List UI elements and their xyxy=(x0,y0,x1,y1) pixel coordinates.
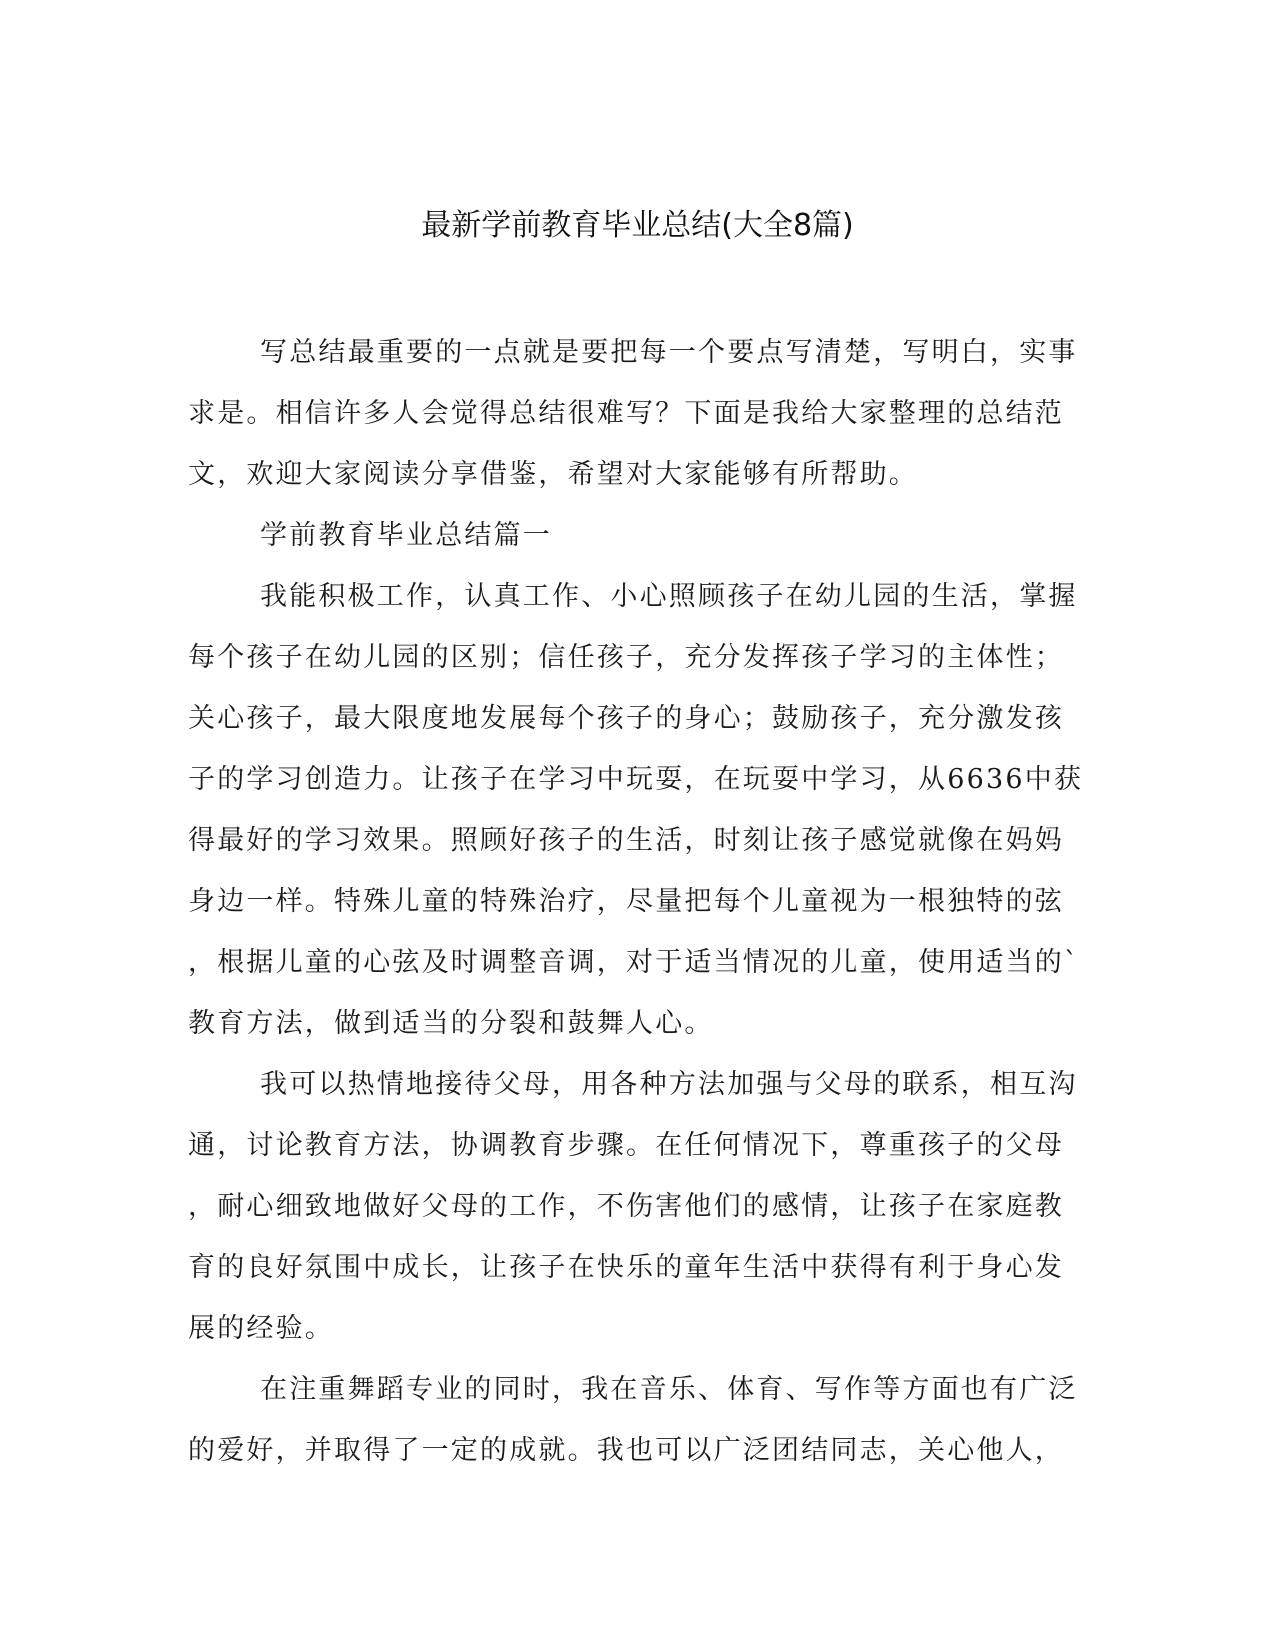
text-line: 求是。相信许多人会觉得总结很难写？下面是我给大家整理的总结范 xyxy=(188,398,1064,429)
text-line: 我可以热情地接待父母，用各种方法加强与父母的联系，相互沟 xyxy=(260,1069,1078,1100)
text-line: 育的良好氛围中成长，让孩子在快乐的童年生活中获得有利于身心发 xyxy=(188,1252,1064,1283)
text-line: 身边一样。特殊儿童的特殊治疗，尽量把每个儿童视为一根独特的弦 xyxy=(188,886,1064,917)
document-title: 最新学前教育毕业总结(大全8篇) xyxy=(421,208,854,243)
text-line: 写总结最重要的一点就是要把每一个要点写清楚，写明白，实事 xyxy=(260,337,1078,368)
text-line: 在注重舞蹈专业的同时，我在音乐、体育、写作等方面也有广泛 xyxy=(260,1374,1078,1405)
text-line: 通，讨论教育方法，协调教育步骤。在任何情况下，尊重孩子的父母 xyxy=(188,1130,1064,1161)
document-body xyxy=(188,322,1084,1481)
text-line: 的爱好，并取得了一定的成就。我也可以广泛团结同志，关心他人， xyxy=(188,1435,1064,1466)
text-line: 子的学习创造力。让孩子在学习中玩耍，在玩耍中学习，从6636中获 xyxy=(188,764,1084,795)
text-line: 每个孩子在幼儿园的区别；信任孩子，充分发挥孩子学习的主体性； xyxy=(188,642,1064,673)
text-line: 教育方法，做到适当的分裂和鼓舞人心。 xyxy=(188,1008,714,1039)
text-line: 文，欢迎大家阅读分享借鉴，希望对大家能够有所帮助。 xyxy=(188,459,918,490)
text-line: 得最好的学习效果。照顾好孩子的生活，时刻让孩子感觉就像在妈妈 xyxy=(188,825,1064,856)
text-line: 展的经验。 xyxy=(188,1313,334,1344)
text-line: ，根据儿童的心弦及时调整音调，对于适当情况的儿童，使用适当的` xyxy=(188,947,1080,978)
text-line: 我能积极工作，认真工作、小心照顾孩子在幼儿园的生活，掌握 xyxy=(260,581,1078,612)
text-line: 关心孩子，最大限度地发展每个孩子的身心；鼓励孩子，充分激发孩 xyxy=(188,703,1064,734)
text-line: ，耐心细致地做好父母的工作，不伤害他们的感情，让孩子在家庭教 xyxy=(188,1191,1064,1222)
section-heading: 学前教育毕业总结篇一 xyxy=(260,520,552,551)
